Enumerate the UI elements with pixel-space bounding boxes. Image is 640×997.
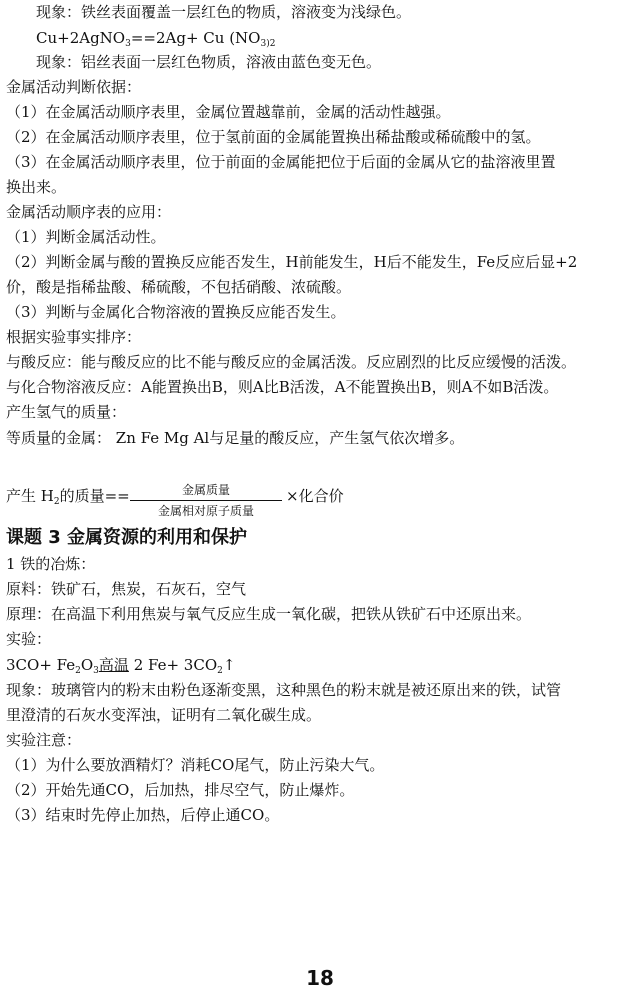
application-item-3: （3）判断与金属化合物溶液的置换反应能否发生。 (6, 303, 346, 321)
eq2-condition: 高温 (98, 656, 129, 674)
h2-part-a: 产生 H (6, 487, 54, 505)
phenomenon-iron-text: 现象：铁丝表面覆盖一层红色的物质，溶液变为浅绿色。 (36, 3, 412, 21)
principle-text: 原理：在高温下利用焦炭与氧气反应生成一氧化碳，把铁从铁矿石中还原出来。 (6, 605, 532, 623)
application-item-1: （1）判断金属活动性。 (6, 228, 166, 246)
experiment-title: 实验： (6, 630, 52, 648)
basis-item-3-cont: 换出来。 (6, 178, 67, 196)
hydrogen-mass-formula-rhs: ×化合价 (286, 487, 344, 505)
experiment-phenomenon-cont: 里澄清的石灰水变浑浊，证明有二氧化碳生成。 (6, 706, 322, 724)
iron-smelting-title: 1 铁的冶炼： (6, 555, 96, 573)
gas-arrow-icon: ↑ (222, 656, 236, 674)
ordering-solution-text: 与化合物溶液反应：A能置换出B，则A比B活泼，A不能置换出B，则A不如B活泼。 (6, 378, 559, 396)
eq1-sub-1: 3 (125, 39, 131, 49)
h2-part-b: 的质量== (59, 487, 130, 505)
eq2-sub-2: 3 (93, 666, 99, 676)
phenomenon-aluminum-text: 现象：铝丝表面一层红色物质，溶液由蓝色变无色。 (36, 53, 382, 71)
raw-materials-text: 原料：铁矿石，焦炭，石灰石，空气 (6, 580, 247, 598)
iron-oxide-reduction-equation (6, 653, 634, 677)
equation-copper-silver-nitrate (36, 26, 634, 50)
basis-item-2: （2）在金属活动顺序表里，位于氢前面的金属能置换出稀盐酸或稀硫酸中的氢。 (6, 128, 541, 146)
basis-item-1: （1）在金属活动顺序表里，金属位置越靠前，金属的活动性越强。 (6, 103, 451, 121)
application-title: 金属活动顺序表的应用： (6, 203, 172, 221)
eq1-part-a: Cu+2AgNO (36, 29, 126, 47)
fraction-denominator: 金属相对原子质量 (157, 504, 254, 518)
eq1-part-b: ==2Ag+ Cu (NO (130, 29, 261, 47)
hydrogen-mass-title: 产生氢气的质量： (6, 403, 127, 421)
eq2-part-a: 3CO+ Fe (6, 656, 76, 674)
note-item-3: （3）结束时先停止加热，后停止通CO。 (6, 806, 280, 824)
page-number: 18 (306, 966, 334, 990)
activity-basis-title: 金属活动判断依据： (6, 78, 142, 96)
section-heading: 课题 3 金属资源的利用和保护 (6, 527, 248, 548)
application-item-2-cont: 价，酸是指稀盐酸、稀硫酸，不包括硝酸、浓硫酸。 (6, 278, 352, 296)
experiment-phenomenon-text: 现象：玻璃管内的粉末由粉色逐渐变黑，这种黑色的粉末就是被还原出来的铁，试管 (6, 681, 562, 699)
application-item-2: （2）判断金属与酸的置换反应能否发生，H前能发生，H后不能发生，Fe反应后显+2 (6, 253, 578, 271)
equal-mass-metals-text: 等质量的金属： Zn Fe Mg Al与足量的酸反应，产生氢气依次增多。 (6, 429, 465, 447)
experiment-notes-title: 实验注意： (6, 731, 82, 749)
note-item-2: （2）开始先通CO，后加热，排尽空气，防止爆炸。 (6, 781, 355, 799)
note-item-1: （1）为什么要放酒精灯？消耗CO尾气，防止污染大气。 (6, 756, 385, 774)
eq2-sub-3: 2 (217, 666, 223, 676)
eq2-sub-1: 2 (75, 666, 81, 676)
eq2-part-b: O (80, 656, 94, 674)
basis-item-3: （3）在金属活动顺序表里，位于前面的金属能把位于后面的金属从它的盐溶液里置 (6, 153, 556, 171)
fraction-numerator: 金属质量 (130, 482, 282, 501)
ordering-acid-text: 与酸反应：能与酸反应的比不能与酸反应的金属活泼。反应剧烈的比反应缓慢的活泼。 (6, 353, 577, 371)
ordering-title: 根据实验事实排序： (6, 328, 142, 346)
h2-sub: 2 (53, 497, 60, 507)
eq1-sub-2: 3)2 (260, 39, 276, 49)
hydrogen-mass-fraction (130, 482, 282, 519)
eq2-part-c: 2 Fe+ 3CO (128, 656, 218, 674)
